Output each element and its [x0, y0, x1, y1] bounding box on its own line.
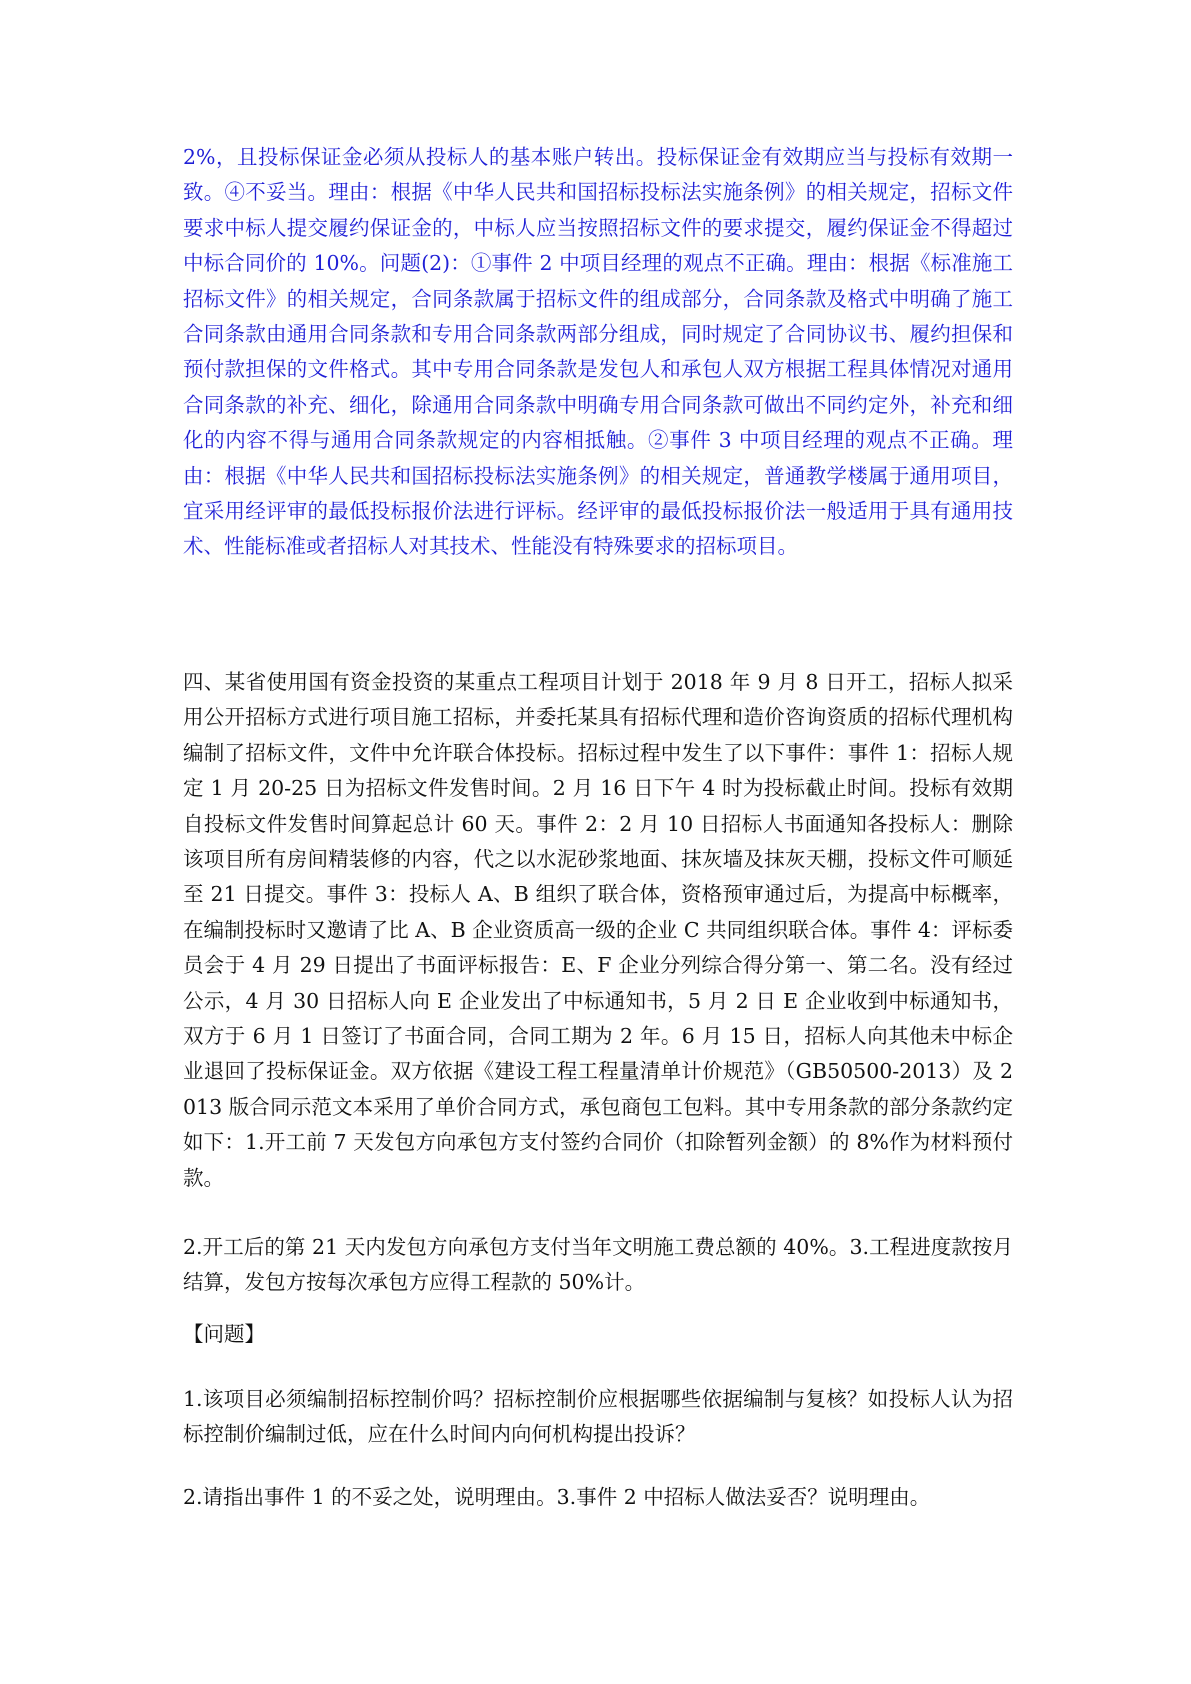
question-1: 1.该项目必须编制招标控制价吗？招标控制价应根据哪些依据编制与复核？如投标人认为招标控制价编制过低，应在什么时间内向何机构提出投诉？ — [183, 1387, 1013, 1447]
question-intro-paragraph: 四、某省使用国有资金投资的某重点工程项目计划于 2018 年 9 月 8 日开工，招标人拟采用公开招标方式进行项目施工招标，并委托某具有招标代理和造价咨询资质的招标代理机构编制了招标文件，文件中允许联合体投标。招标过程中发生了以下事件：事件 1：招标人规定 1 月 20-25 日为招标文件发售时间。2 月 16 日下午 4 时为投标截止时间。投标有效期自投标文件发售时间算起总计 60 天。事件 2：2 月 10 日招标人书面通知各投标人：删除该项目所有房间精装修的内容，代之以水泥砂浆地面、抹灰墙及抹灰天棚，投标文件可顺延至 21 日提交。事件 3：投标人 A、B 组织了联合体，资格预审通过后，为提高中标概率，在编制投标时又邀请了比 A、B 企业资质高一级的企业 C 共同组织联合体。事件 4：评标委员会于 4 月 29 日提出了书面评标报告：E、F 企业分列综合得分第一、第二名。没有经过公示，4 月 30 日招标人向 E 企业发出了中标通知书，5 月 2 日 E 企业收到中标通知书，双方于 6 月 1 日签订了书面合同，合同工期为 2 年。6 月 15 日，招标人向其他未中标企业退回了投标保证金。双方依据《建设工程工程量清单计价规范》（GB50500-2013）及 2013 版合同示范文本采用了单价合同方式，承包商包工包料。其中专用条款的部分条款约定如下：1.开工前 7 天发包方向承包方支付签约合同价（扣除暂列金额）的 8%作为材料预付款。 — [183, 670, 1013, 1190]
questions-heading: 【问题】 — [183, 1322, 265, 1346]
question-2-3: 2.请指出事件 1 的不妥之处，说明理由。3.事件 2 中招标人做法妥否？说明理由。 — [183, 1485, 931, 1509]
question-terms-paragraph: 2.开工后的第 21 天内发包方向承包方支付当年文明施工费总额的 40%。3.工程进度款按月结算，发包方按每次承包方应得工程款的 50%计。 — [183, 1235, 1013, 1295]
answer-paragraph: 2%，且投标保证金必须从投标人的基本账户转出。投标保证金有效期应当与投标有效期一致。④不妥当。理由：根据《中华人民共和国招标投标法实施条例》的相关规定，招标文件要求中标人提交履约保证金的，中标人应当按照招标文件的要求提交，履约保证金不得超过中标合同价的 10%。问题(2)：①事件 2 中项目经理的观点不正确。理由：根据《标准施工招标文件》的相关规定，合同条款属于招标文件的组成部分，合同条款及格式中明确了施工合同条款由通用合同条款和专用合同条款两部分组成，同时规定了合同协议书、履约担保和预付款担保的文件格式。其中专用合同条款是发包人和承包人双方根据工程具体情况对通用合同条款的补充、细化，除通用合同条款中明确专用合同条款可做出不同约定外，补充和细化的内容不得与通用合同条款规定的内容相抵触。②事件 3 中项目经理的观点不正确。理由：根据《中华人民共和国招标投标法实施条例》的相关规定，普通教学楼属于通用项目，宜采用经评审的最低投标报价法进行评标。经评审的最低投标报价法一般适用于具有通用技术、性能标准或者招标人对其技术、性能没有特殊要求的招标项目。 — [183, 145, 1013, 559]
